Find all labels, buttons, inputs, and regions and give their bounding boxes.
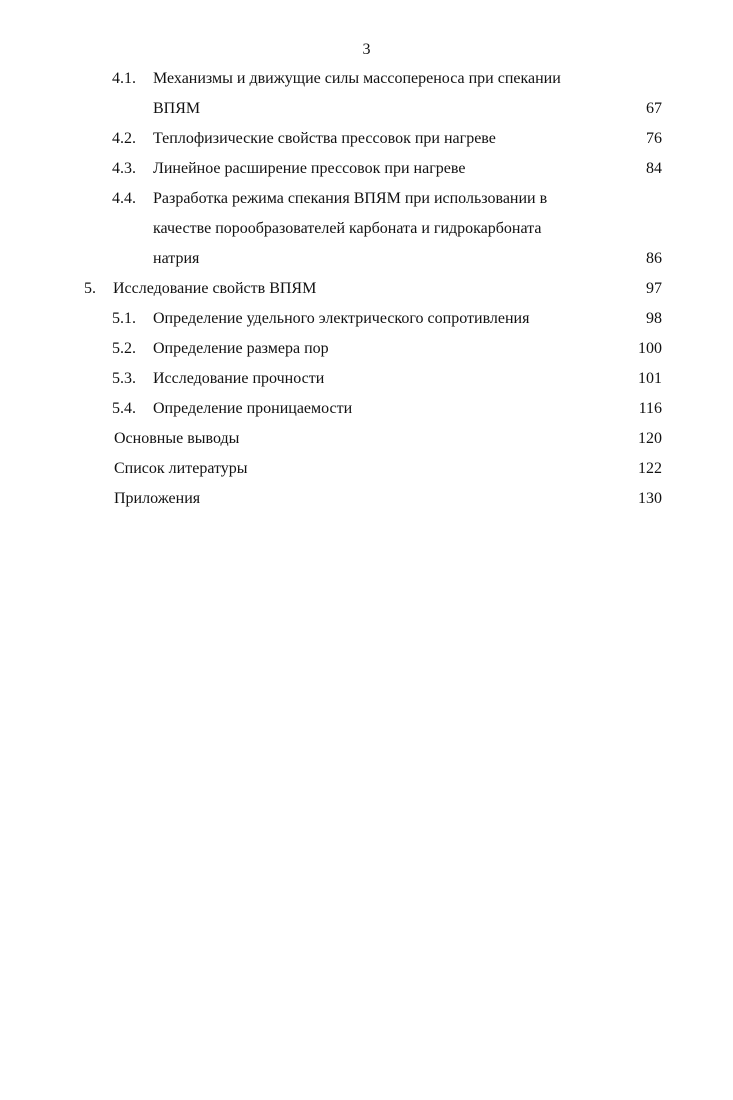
toc-entry-title: Определение размера пор: [153, 340, 329, 357]
toc-entry-5-1: [0, 304, 733, 334]
toc-entry-number: 4.3.: [112, 160, 136, 177]
toc-entry-title: Теплофизические свойства прессовок при нагреве: [153, 130, 496, 147]
toc-entry-4-1: [0, 64, 733, 94]
toc-entry-number: 5.1.: [112, 310, 136, 327]
toc-entry-5-3: [0, 364, 733, 394]
toc-entry-page: 116: [638, 400, 662, 417]
toc-entry-title: Список литературы: [114, 460, 248, 477]
toc-entry-title: Исследование прочности: [153, 370, 325, 387]
toc-entry-5-4: [0, 394, 733, 424]
toc-entry-title-cont: натрия: [153, 250, 200, 267]
toc-entry-conclusions: [0, 424, 733, 454]
toc-entry-4-4-cont-2: [0, 244, 733, 274]
page-number: 3: [362, 41, 371, 58]
toc-entry-number: 4.2.: [112, 130, 136, 147]
toc-entry-4-1-cont: [0, 94, 733, 124]
toc-entry-title-cont: качестве порообразователей карбоната и гидрокарбоната: [153, 220, 542, 237]
toc-entry-5-2: [0, 334, 733, 364]
toc-entry-number: 5.3.: [112, 370, 136, 387]
toc-entry-number: 5.2.: [112, 340, 136, 357]
toc-entry-number: 4.4.: [112, 190, 136, 207]
toc-entry-page: 86: [646, 250, 662, 267]
toc-entry-title-cont: ВПЯМ: [153, 100, 201, 117]
toc-entry-page: 97: [646, 280, 662, 297]
toc-entry-title: Определение удельного электрического сопротивления: [153, 310, 530, 327]
toc-entry-title: Разработка режима спекания ВПЯМ при использовании в: [153, 190, 548, 207]
toc-entry-page: 67: [646, 100, 662, 117]
toc-entry-5: [0, 274, 733, 304]
toc-entry-page: 76: [646, 130, 662, 147]
toc-entry-page: 101: [638, 370, 662, 387]
toc-entry-4-2: [0, 124, 733, 154]
toc-entry-page: 120: [638, 430, 662, 447]
toc-entry-4-4-cont-1: [0, 214, 733, 244]
toc-entry-title: Механизмы и движущие силы массопереноса при спекании: [153, 70, 561, 87]
toc-entry-number: 5.: [84, 280, 96, 297]
toc-entry-title: Приложения: [114, 490, 201, 507]
toc-entry-page: 84: [646, 160, 662, 177]
toc-entry-page: 98: [646, 310, 662, 327]
toc-entry-4-4: [0, 184, 733, 214]
toc-entry-appendices: [0, 484, 733, 514]
toc-entry-references: [0, 454, 733, 484]
toc-entry-title: Основные выводы: [114, 430, 240, 447]
toc-entry-4-3: [0, 154, 733, 184]
toc-entry-number: 5.4.: [112, 400, 136, 417]
toc-entry-title: Исследование свойств ВПЯМ: [113, 280, 317, 297]
toc-entry-page: 100: [638, 340, 662, 357]
toc-entry-page: 122: [638, 460, 662, 477]
toc-entry-page: 130: [638, 490, 662, 507]
toc-entry-number: 4.1.: [112, 70, 136, 87]
toc-entry-title: Линейное расширение прессовок при нагреве: [153, 160, 466, 177]
toc-entry-title: Определение проницаемости: [153, 400, 353, 417]
